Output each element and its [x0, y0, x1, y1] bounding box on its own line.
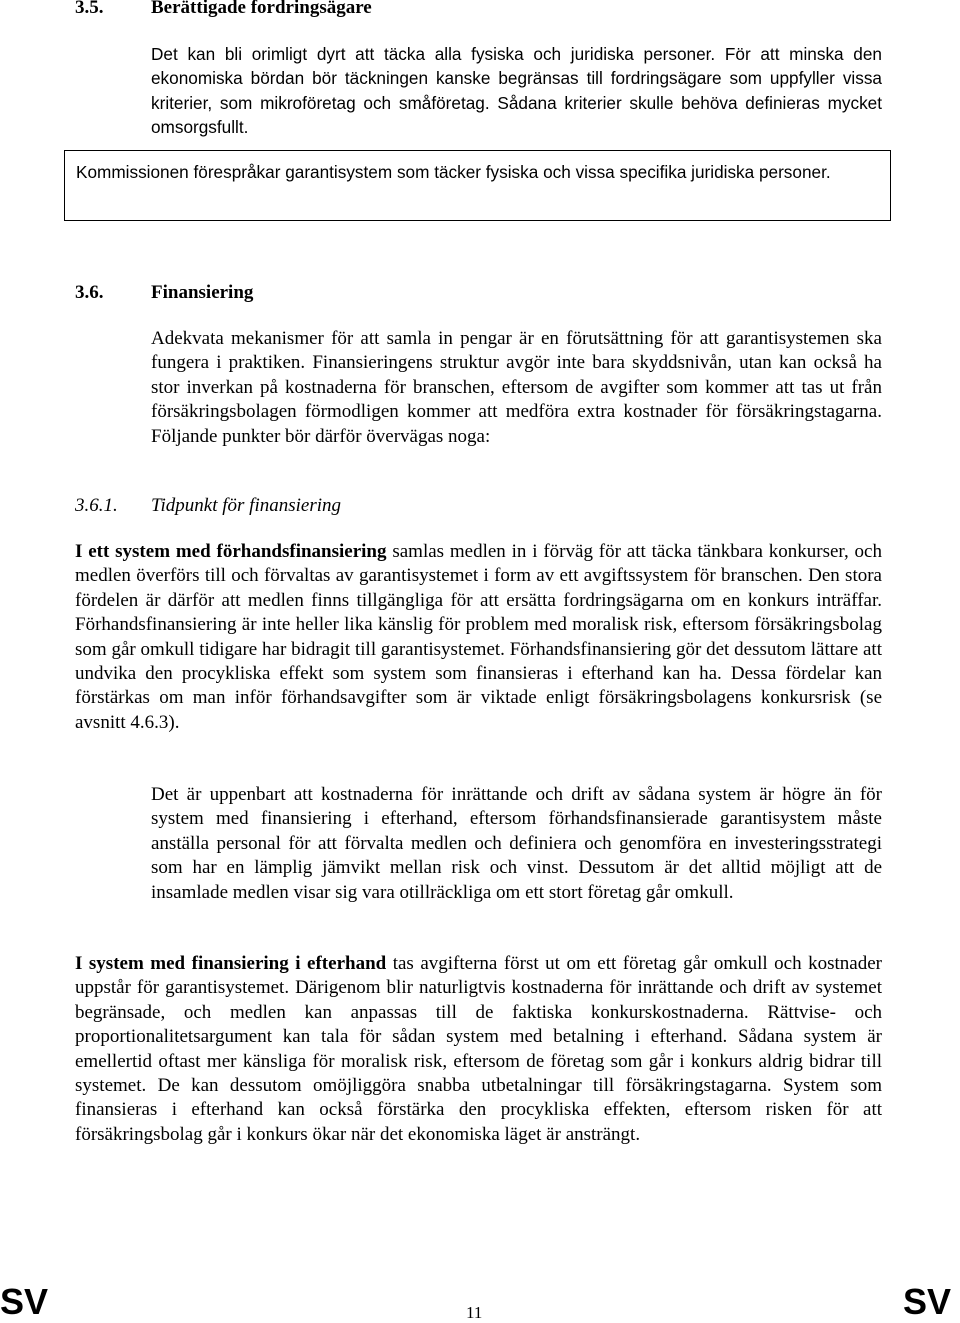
section-3-5-heading [75, 0, 475, 20]
conclusion-box [64, 150, 891, 221]
postfunding-paragraph [75, 952, 882, 1147]
section-3-6-heading [75, 281, 475, 305]
section-3-6-paragraph: Adekvata mekanismer för att samla in pengar är en förutsättning för att garantisystemen ska fungera i praktiken. Finansieringens struktur avgör inte bara skyddsnivån, utan kan också ha stor inverkan på kostnaderna för branschen, eftersom de avgifter som kommer att tas ut från försäkringsbolagen förmodligen kommer att medföra extra kostnader för försäkringstagarna. Följande punkter bör därför övervägas noga: [151, 328, 882, 447]
section-title: Tidpunkt för finansiering [151, 495, 342, 516]
prefunding-term: I ett system med förhandsfinansiering [75, 541, 387, 562]
prefunding-paragraph [75, 540, 882, 735]
section-title: Berättigade fordringsägare [151, 0, 372, 18]
section-number: 3.6. [75, 282, 104, 303]
prefunding-costs-paragraph: Det är uppenbart att kostnaderna för inrättande och drift av sådana system är högre än för system med finansiering i efterhand, eftersom förhandsfinansierade garantisystem måste anställa personal för att förvalta medlen och definiera och genomföra en investeringsstrategi som har en lämplig jämvikt mellan risk och vinst. Dessutom är det alltid möjligt att de insamlade medlen visar sig vara otillräckliga om ett stort företag går omkull. [151, 784, 882, 903]
conclusion-text: Kommissionen förespråkar garantisystem som täcker fysiska och vissa specifika juridiska personer. [76, 162, 831, 182]
language-code-right: SV [903, 1281, 952, 1322]
section-number: 3.5. [75, 0, 104, 18]
section-title: Finansiering [151, 282, 254, 303]
section-3-5-paragraph: Det kan bli orimligt dyrt att täcka alla fysiska och juridiska personer. För att minska den ekonomiska bördan bör täckningen kanske begränsas till fordringsägare som uppfyller vissa kriterier, som mikroföretag och småföretag. Sådana kriterier skulle behöva definieras mycket omsorgsfullt. [151, 44, 882, 137]
postfunding-text: tas avgifterna först ut om ett företag går omkull och kostnader uppstår för garantisystemet. Därigenom blir naturligtvis kostnaderna för inrättande och drift av systemet begränsade, och medlen kan anpassas till de faktiska konkurskostnaderna. Rättvise- och proportionalitetsargument kan tala för sådan system med betalning i efterhand. Sådana system är emellertid oftast mer känsliga för moralisk risk, eftersom de företag som går i konkurs aldrig bidrar till systemet. De kan dessutom omöjliggöra snabba utbetalningar till försäkringstagarna. System som finansieras i efterhand kan också förstärka den procykliska effekten, eftersom risken för att försäkringsbolag går i konkurs ökar när det ekonomiska läget är ansträngt. [75, 953, 882, 1145]
section-3-6-1-heading [75, 494, 475, 518]
language-code-left: SV [0, 1281, 49, 1322]
section-number: 3.6.1. [75, 495, 118, 516]
page-number: 11 [466, 1303, 483, 1322]
postfunding-term: I system med finansiering i efterhand [75, 953, 387, 974]
prefunding-text: samlas medlen in i förväg för att täcka tänkbara konkurser, och medlen överförs till och förvaltas av garantisystemet i form av ett avgiftssystem för branschen. Den stora fördelen är därför att medlen finns tillgängliga för att ersätta fordringsägarna om en konkurs inträffar. Förhandsfinansiering är inte heller lika känslig för problem med moralisk risk, eftersom försäkringsbolag som går omkull tidigare har bidragit till garantisystemet. Förhandsfinansiering gör det dessutom lättare att undvika den procykliska effekt som system som finansieras i efterhand kan ha. Dessa fördelar kan förstärkas om man inför förhandsavgifter som är viktade enligt försäkringsbolagens konkursrisk (se avsnitt 4.6.3). [75, 541, 882, 733]
